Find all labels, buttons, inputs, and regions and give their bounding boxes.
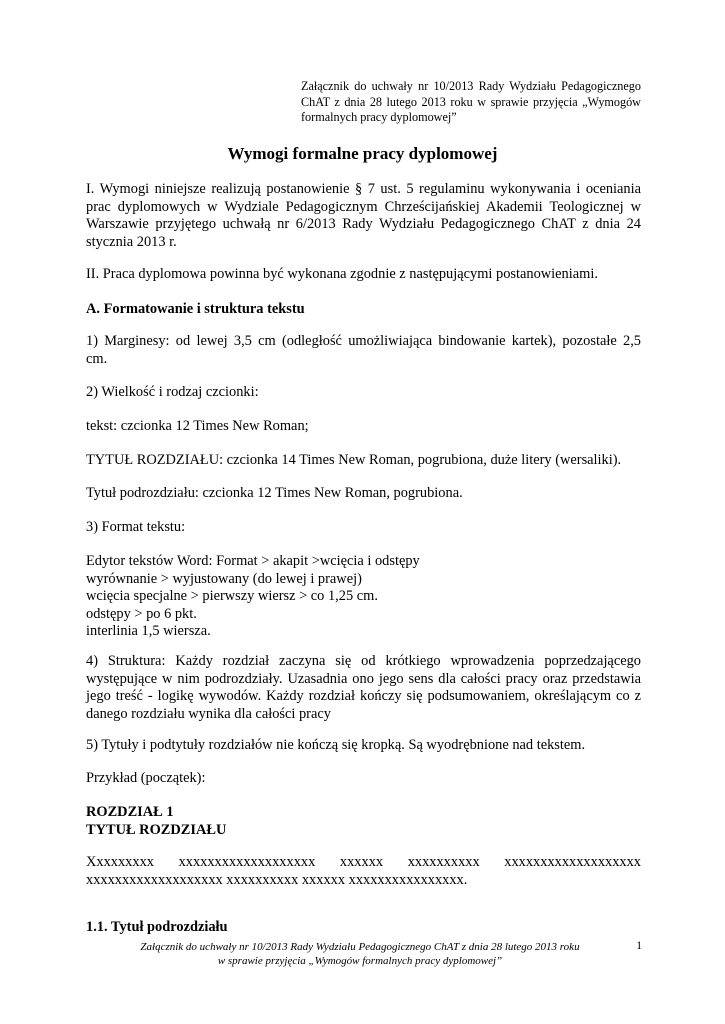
text-line: Xxxxxxxxx xxxxxxxxxxxxxxxxxxx xxxxxx xxxxxxxxxx xxxxxxxxxxxxxxxxxxx — [86, 854, 641, 870]
example-chapter-heading — [86, 804, 641, 839]
text-line: odstępy > po 6 pkt. — [86, 605, 197, 622]
text-line: wyrównanie > wyjustowany (do lewej i prawej) — [86, 570, 362, 587]
header-note-line: Załącznik do uchwały nr 10/2013 Rady Wydziału Pedagogicznego — [301, 79, 641, 93]
text-line: wcięcia specjalne > pierwszy wiersz > co 1,25 cm. — [86, 588, 378, 605]
example-body-text — [86, 854, 641, 889]
intro-paragraph — [86, 181, 641, 251]
text-line: występujące w nim podrozdziały. Uzasadnia ono jego sens dla całości pracy oraz przedstawia — [86, 670, 641, 687]
section-2-paragraph: II. Praca dyplomowa powinna być wykonana zgodnie z następującymi postanowieniami. — [86, 266, 598, 282]
text-line: I. Wymogi niniejsze realizują postanowienie § 7 ust. 5 regulaminu wykonywania i oceniania — [86, 181, 641, 197]
header-note-line: formalnych pracy dyplomowej” — [301, 110, 457, 124]
text-line: xxxxxxxxxxxxxxxxxxx xxxxxxxxxx xxxxxx xxxxxxxxxxxxxxxx. — [86, 871, 468, 888]
font-chapter-rule: TYTUŁ ROZDZIAŁU: czcionka 14 Times New Roman, pogrubiona, duże litery (wersaliki). — [86, 452, 622, 468]
page-title: Wymogi formalne pracy dyplomowej — [227, 144, 498, 163]
format-settings — [86, 553, 641, 641]
item-3-format: 3) Format tekstu: — [86, 519, 186, 535]
text-line: Edytor tekstów Word: Format > akapit >wcięcia i odstępy — [86, 553, 420, 569]
header-note — [301, 79, 641, 126]
text-line: 4) Struktura: Każdy rozdział zaczyna się od krótkiego wprowadzenia poprzedzającego — [86, 653, 641, 669]
footer-line: Załącznik do uchwały nr 10/2013 Rady Wydziału Pedagogicznego ChAT z dnia 28 lutego 2013 roku — [140, 941, 580, 953]
text-line: Warszawie przyjętego uchwałą nr 6/2013 Rady Wydziału Pedagogicznego ChAT z dnia 24 — [86, 216, 641, 233]
page-footer — [100, 940, 620, 968]
font-text-rule: tekst: czcionka 12 Times New Roman; — [86, 418, 309, 434]
example-subchapter-title: 1.1. Tytuł podrozdziału — [86, 919, 228, 935]
footer-line: w sprawie przyjęcia „Wymogów formalnych pracy dyplomowej” — [217, 955, 503, 967]
text-line: interlinia 1,5 wiersza. — [86, 623, 211, 640]
font-subchapter-rule: Tytuł podrozdziału: czcionka 12 Times New Roman, pogrubiona. — [86, 485, 463, 501]
text-line: danego rozdziału wynika dla całości pracy — [86, 705, 331, 722]
example-label: Przykład (początek): — [86, 770, 206, 786]
example-chapter-title: TYTUŁ ROZDZIAŁU — [86, 821, 227, 838]
header-note-line: ChAT z dnia 28 lutego 2013 roku w sprawie przyjęcia „Wymogów — [301, 94, 641, 109]
text-line: prac dyplomowych w Wydziale Pedagogicznym Chrześcijańskiej Akademii Teologicznej w — [86, 198, 641, 215]
item-5-titles: 5) Tytuły i podtytuły rozdziałów nie kończą się kropką. Są wyodrębnione nad tekstem. — [86, 737, 586, 753]
item-2-fonts: 2) Wielkość i rodzaj czcionki: — [86, 384, 259, 400]
text-line: cm. — [86, 350, 108, 367]
item-1-margins — [86, 333, 641, 368]
text-line: stycznia 2013 r. — [86, 233, 177, 250]
example-chapter-number: ROZDZIAŁ 1 — [86, 804, 174, 820]
page-number: 1 — [636, 940, 642, 952]
text-line: jego treść - logikę wywodów. Każdy rozdział kończy się podsumowaniem, określającym co z — [86, 688, 641, 705]
heading-a: A. Formatowanie i struktura tekstu — [86, 301, 305, 317]
text-line: 1) Marginesy: od lewej 3,5 cm (odległość umożliwiająca bindowanie kartek), pozostałe 2,5 — [86, 333, 641, 349]
item-4-structure — [86, 653, 641, 723]
